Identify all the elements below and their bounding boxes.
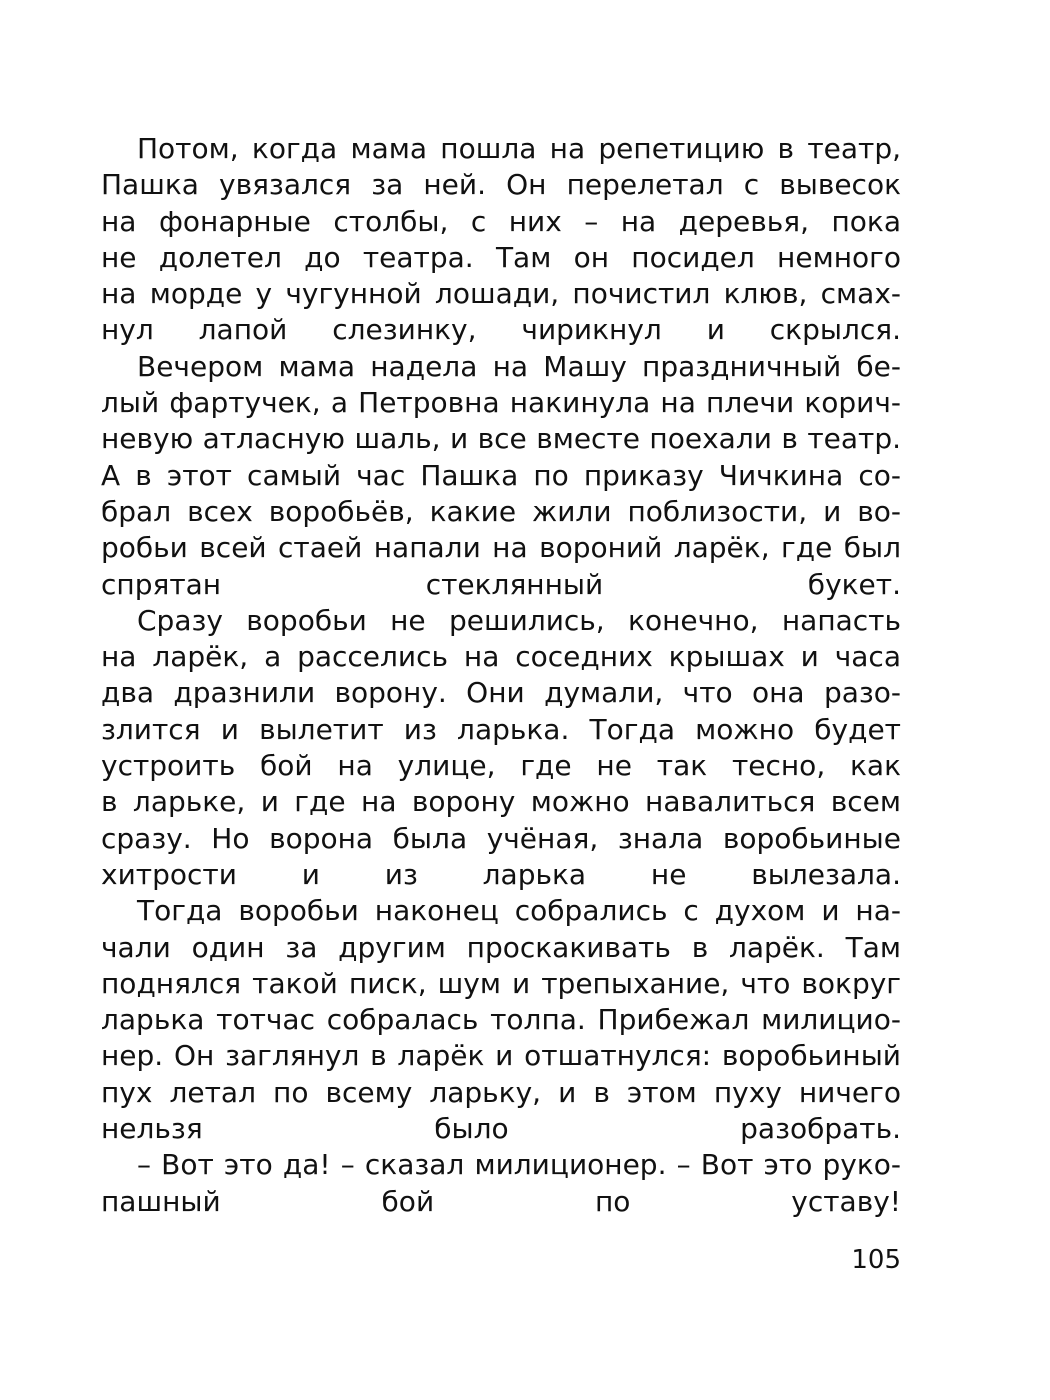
text-line: нельзя было разобрать. bbox=[101, 1112, 901, 1146]
text-line: хитрости и из ларька не вылезала. bbox=[101, 857, 901, 891]
text-line: два дразнили ворону. Они думали, что она разо- bbox=[101, 676, 901, 710]
text-line: брал всех воробьёв, какие жили поблизости, и во- bbox=[101, 494, 901, 528]
paragraph bbox=[101, 349, 901, 603]
text-line: сразу. Но ворона была учёная, знала воробьиные bbox=[101, 821, 901, 855]
text-line: Потом, когда мама пошла на репетицию в театр, bbox=[137, 132, 901, 165]
text-line: поднялся такой писк, шум и трепыхание, что вокруг bbox=[101, 966, 901, 1000]
text-line: робьи всей стаей напали на вороний ларёк, где был bbox=[101, 531, 901, 565]
text-line: устроить бой на улице, где не так тесно, как bbox=[101, 749, 901, 783]
body-text bbox=[101, 131, 901, 1220]
text-line: на фонарные столбы, с них – на деревья, пока bbox=[101, 204, 901, 238]
paragraph bbox=[101, 893, 901, 1147]
text-line: пух летал по всему ларьку, и в этом пуху ничего bbox=[101, 1075, 901, 1109]
text-line: на морде у чугунной лошади, почистил клюв, смах- bbox=[101, 277, 901, 311]
text-line: нер. Он заглянул в ларёк и отшатнулся: воробьиный bbox=[101, 1039, 901, 1073]
text-line: А в этот самый час Пашка по приказу Чичкина со- bbox=[101, 458, 901, 492]
paragraph bbox=[101, 603, 901, 893]
text-line: не долетел до театра. Там он посидел немного bbox=[101, 240, 901, 274]
text-line: пашный бой по уставу! bbox=[101, 1184, 901, 1218]
text-line: лый фартучек, а Петровна накинула на плечи корич- bbox=[101, 386, 901, 420]
text-line: нул лапой слезинку, чирикнул и скрылся. bbox=[101, 313, 901, 347]
text-line: невую атласную шаль, и все вместе поехали в театр. bbox=[101, 422, 901, 456]
paragraph bbox=[101, 1147, 901, 1220]
text-line: чали один за другим проскакивать в ларёк. Там bbox=[101, 930, 901, 964]
text-line: спрятан стеклянный букет. bbox=[101, 567, 901, 601]
paragraph bbox=[101, 131, 901, 349]
text-line: Тогда воробьи наконец собрались с духом и на- bbox=[137, 894, 901, 928]
text-line: злится и вылетит из ларька. Тогда можно будет bbox=[101, 712, 901, 746]
text-line: в ларьке, и где на ворону можно навалиться всем bbox=[101, 785, 901, 819]
text-line: Сразу воробьи не решились, конечно, напасть bbox=[137, 603, 901, 637]
text-line: Вечером мама надела на Машу праздничный бе- bbox=[137, 349, 901, 383]
text-line: – Вот это да! – сказал милиционер. – Вот это руко- bbox=[137, 1148, 901, 1182]
text-line: ларька тотчас собралась толпа. Прибежал милицио- bbox=[101, 1003, 901, 1037]
text-line: Пашка увязался за ней. Он перелетал с вывесок bbox=[101, 168, 901, 202]
page-number: 105 bbox=[851, 1245, 901, 1275]
text-line: на ларёк, а расселись на соседних крышах и часа bbox=[101, 640, 901, 674]
